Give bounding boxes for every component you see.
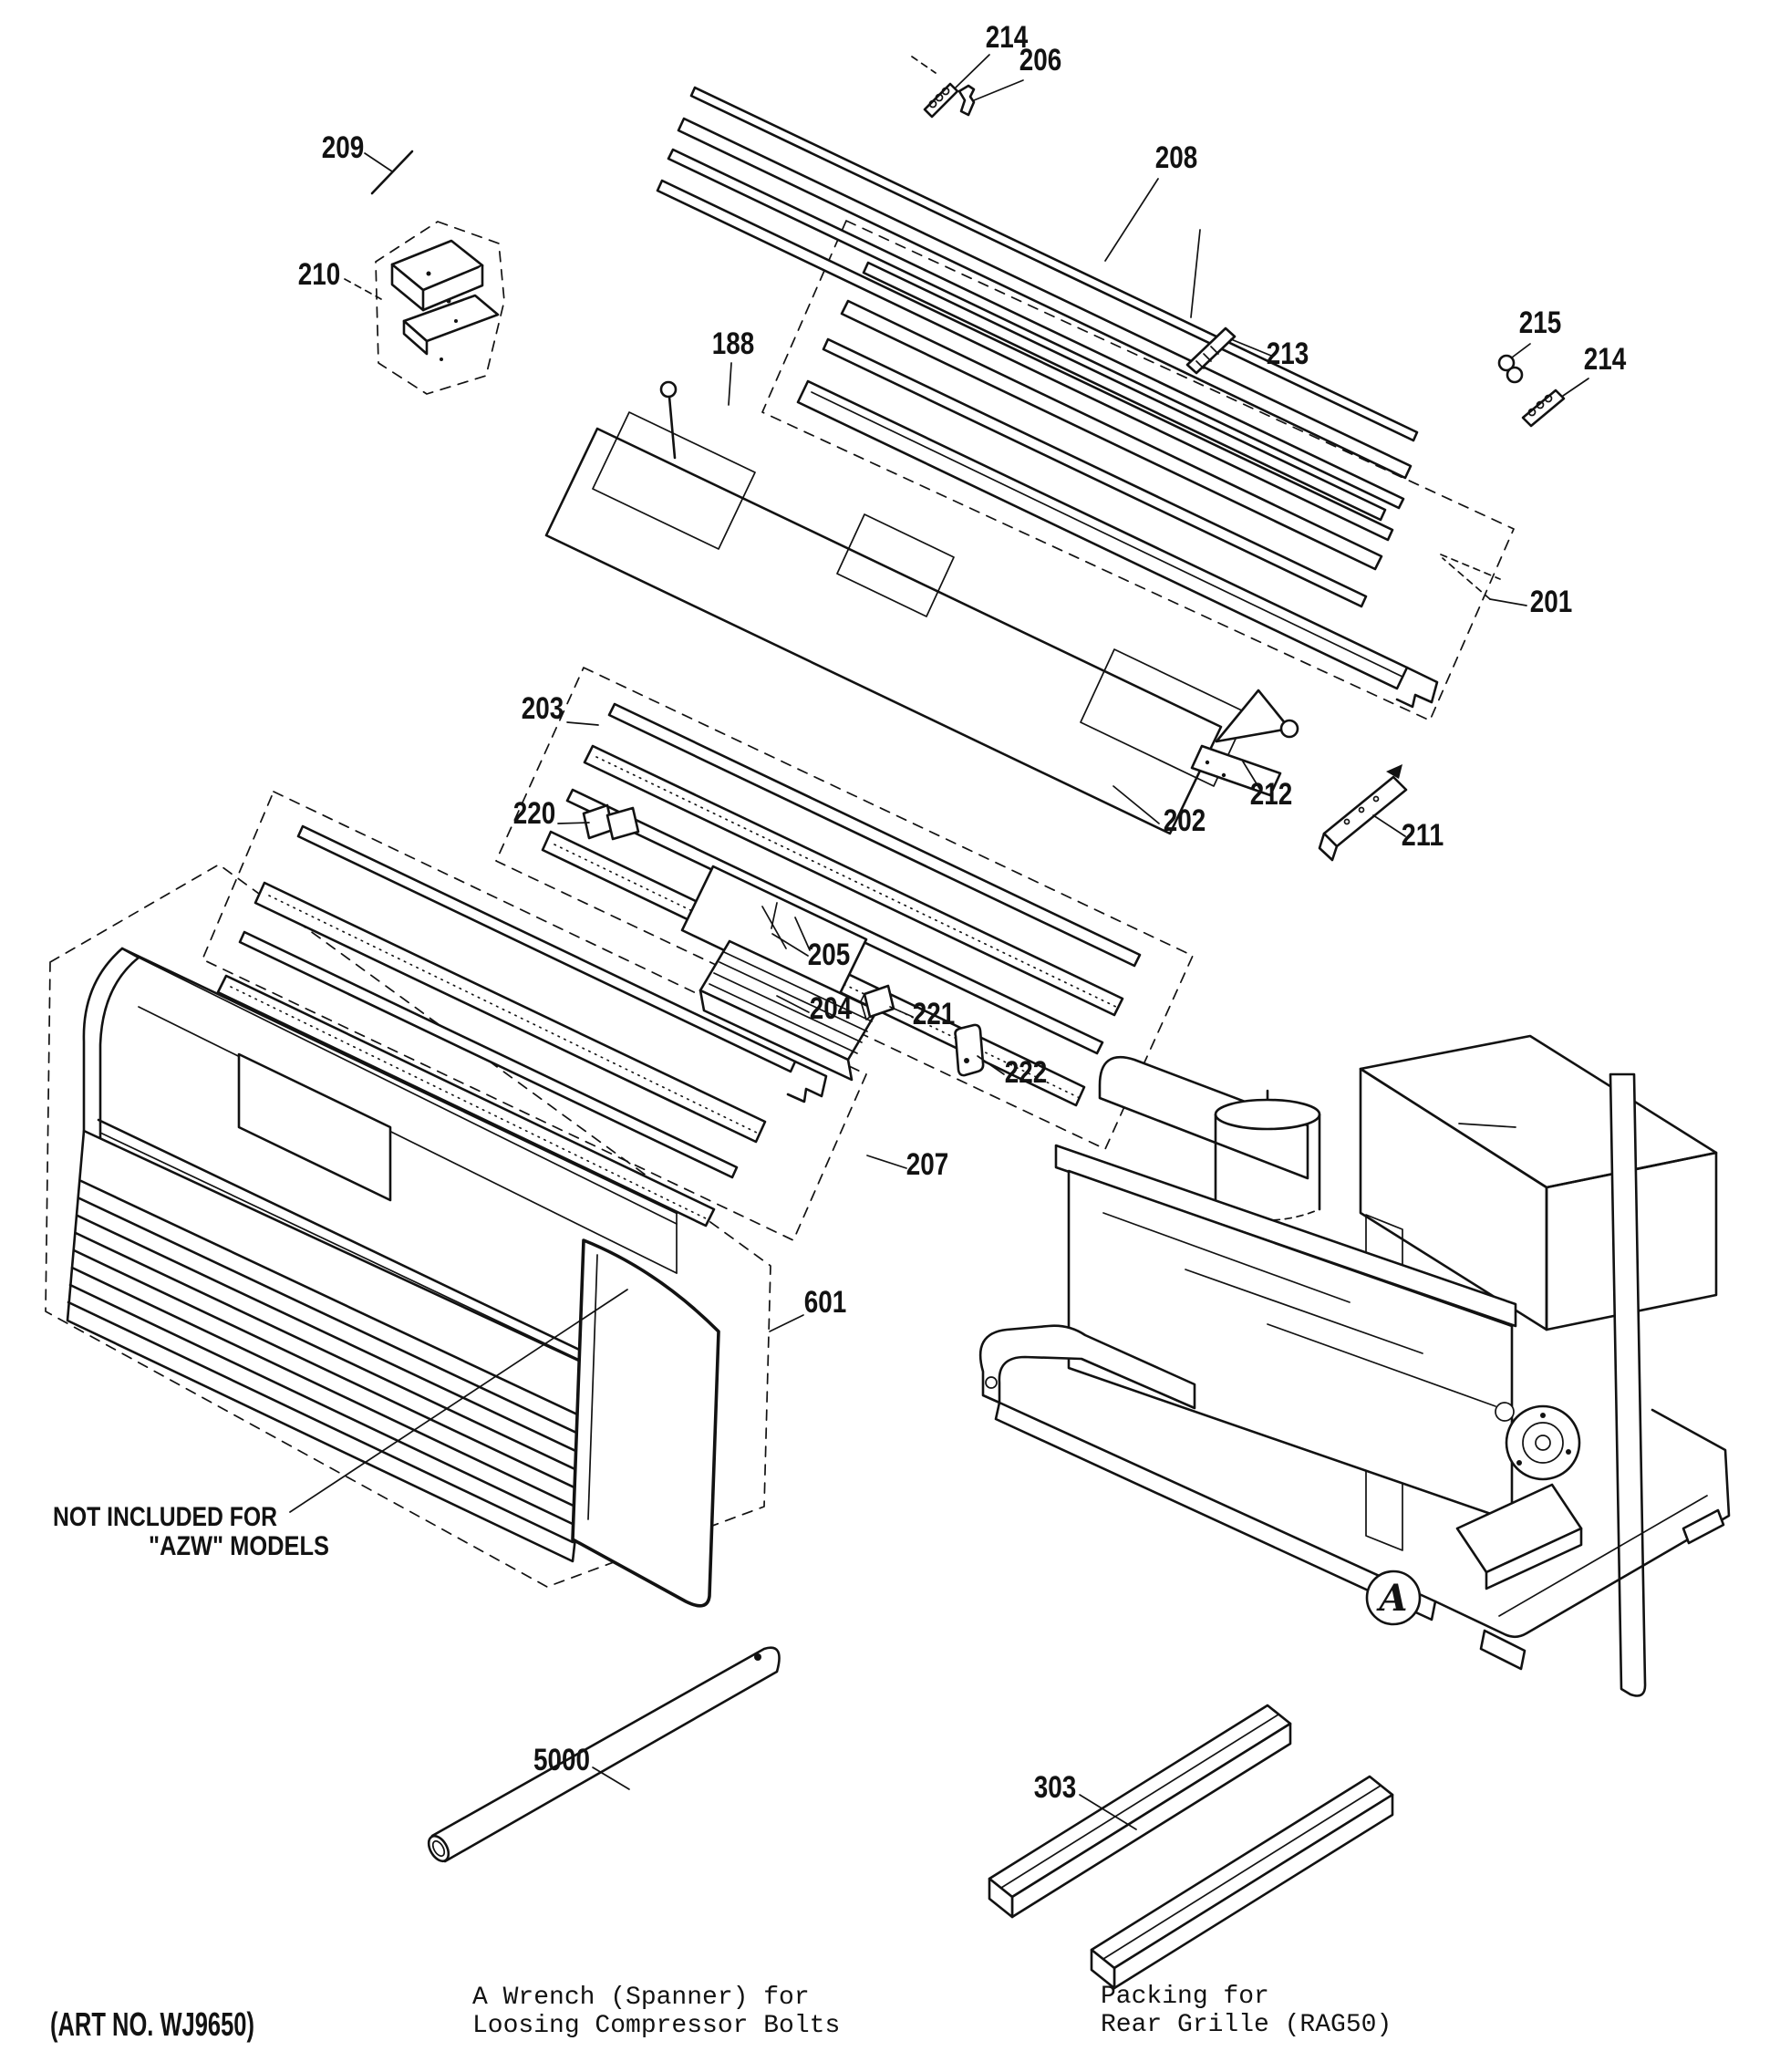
callout-601: 601 bbox=[803, 1285, 847, 1320]
callout-209: 209 bbox=[321, 130, 365, 165]
part-209-pin bbox=[372, 151, 412, 193]
pointer-line bbox=[1459, 1124, 1516, 1127]
callout-221: 221 bbox=[912, 997, 956, 1031]
packing-caption-line1: Packing for bbox=[1101, 1983, 1269, 2011]
callout-215: 215 bbox=[1518, 306, 1562, 340]
callout-210: 210 bbox=[297, 257, 341, 292]
azw-note-line2: "AZW" MODELS bbox=[149, 1531, 329, 1561]
part-303-packing-bars bbox=[989, 1705, 1392, 1988]
art-number: (ART NO. WJ9650) bbox=[50, 2005, 254, 2043]
part-206-clip bbox=[959, 86, 974, 115]
callout-220: 220 bbox=[512, 796, 556, 831]
part-210-bracket bbox=[392, 241, 498, 361]
callout-leader-203 bbox=[567, 722, 598, 725]
callout-leader-215 bbox=[1512, 344, 1530, 357]
callout-leader-214 bbox=[1563, 378, 1589, 396]
callout-leader-214 bbox=[956, 55, 989, 88]
wrench-caption-line1: A Wrench (Spanner) for bbox=[472, 1984, 810, 2012]
callout-201: 201 bbox=[1529, 585, 1573, 619]
part-214-perforated-strip-top bbox=[925, 84, 957, 117]
chassis-assembly bbox=[980, 1036, 1729, 1696]
callout-leader-188 bbox=[729, 363, 731, 405]
part-214-perforated-strip-right bbox=[1523, 390, 1564, 426]
wrench-caption bbox=[472, 1984, 840, 2040]
callout-211: 211 bbox=[1401, 818, 1444, 853]
callout-214: 214 bbox=[985, 20, 1029, 55]
callout-leader-208 bbox=[1105, 179, 1158, 261]
callout-204: 204 bbox=[809, 991, 853, 1026]
callout-208: 208 bbox=[1154, 140, 1198, 175]
screw-icon bbox=[661, 382, 676, 458]
callout-214: 214 bbox=[1583, 342, 1627, 377]
wrench-caption-line2: Loosing Compressor Bolts bbox=[472, 2012, 841, 2040]
callout-202: 202 bbox=[1163, 803, 1206, 838]
part-222-plate bbox=[956, 1025, 984, 1075]
packing-caption-line2: Rear Grille (RAG50) bbox=[1101, 2011, 1392, 2039]
detail-marker-label: A bbox=[1379, 1577, 1408, 1620]
callout-leader-209 bbox=[365, 153, 392, 171]
part-215-clip bbox=[1499, 356, 1522, 382]
callout-207: 207 bbox=[906, 1147, 949, 1182]
part-211-bar bbox=[1319, 764, 1406, 860]
azw-note-line1: NOT INCLUDED FOR bbox=[53, 1502, 278, 1532]
callout-205: 205 bbox=[807, 938, 851, 972]
part-5000-wrench bbox=[425, 1648, 780, 1865]
callout-206: 206 bbox=[1019, 43, 1062, 78]
callout-212: 212 bbox=[1249, 777, 1293, 812]
azw-note bbox=[53, 1502, 329, 1561]
packing-caption bbox=[1101, 1983, 1392, 2039]
callout-leader-201 bbox=[1490, 599, 1526, 606]
callout-5000: 5000 bbox=[533, 1743, 590, 1777]
callout-188: 188 bbox=[711, 326, 755, 361]
callout-leader-220 bbox=[558, 823, 589, 824]
callout-213: 213 bbox=[1266, 337, 1309, 371]
callout-222: 222 bbox=[1004, 1055, 1048, 1090]
callout-leader-206 bbox=[974, 80, 1023, 100]
callout-leader-207 bbox=[867, 1155, 906, 1168]
callout-leader-214 bbox=[912, 57, 936, 73]
callout-203: 203 bbox=[521, 691, 564, 726]
callout-leader-5000 bbox=[593, 1767, 629, 1789]
detail-marker bbox=[1367, 1571, 1420, 1624]
callout-303: 303 bbox=[1033, 1770, 1077, 1805]
callout-leader-601 bbox=[770, 1315, 803, 1331]
callout-leader-211 bbox=[1373, 815, 1405, 836]
